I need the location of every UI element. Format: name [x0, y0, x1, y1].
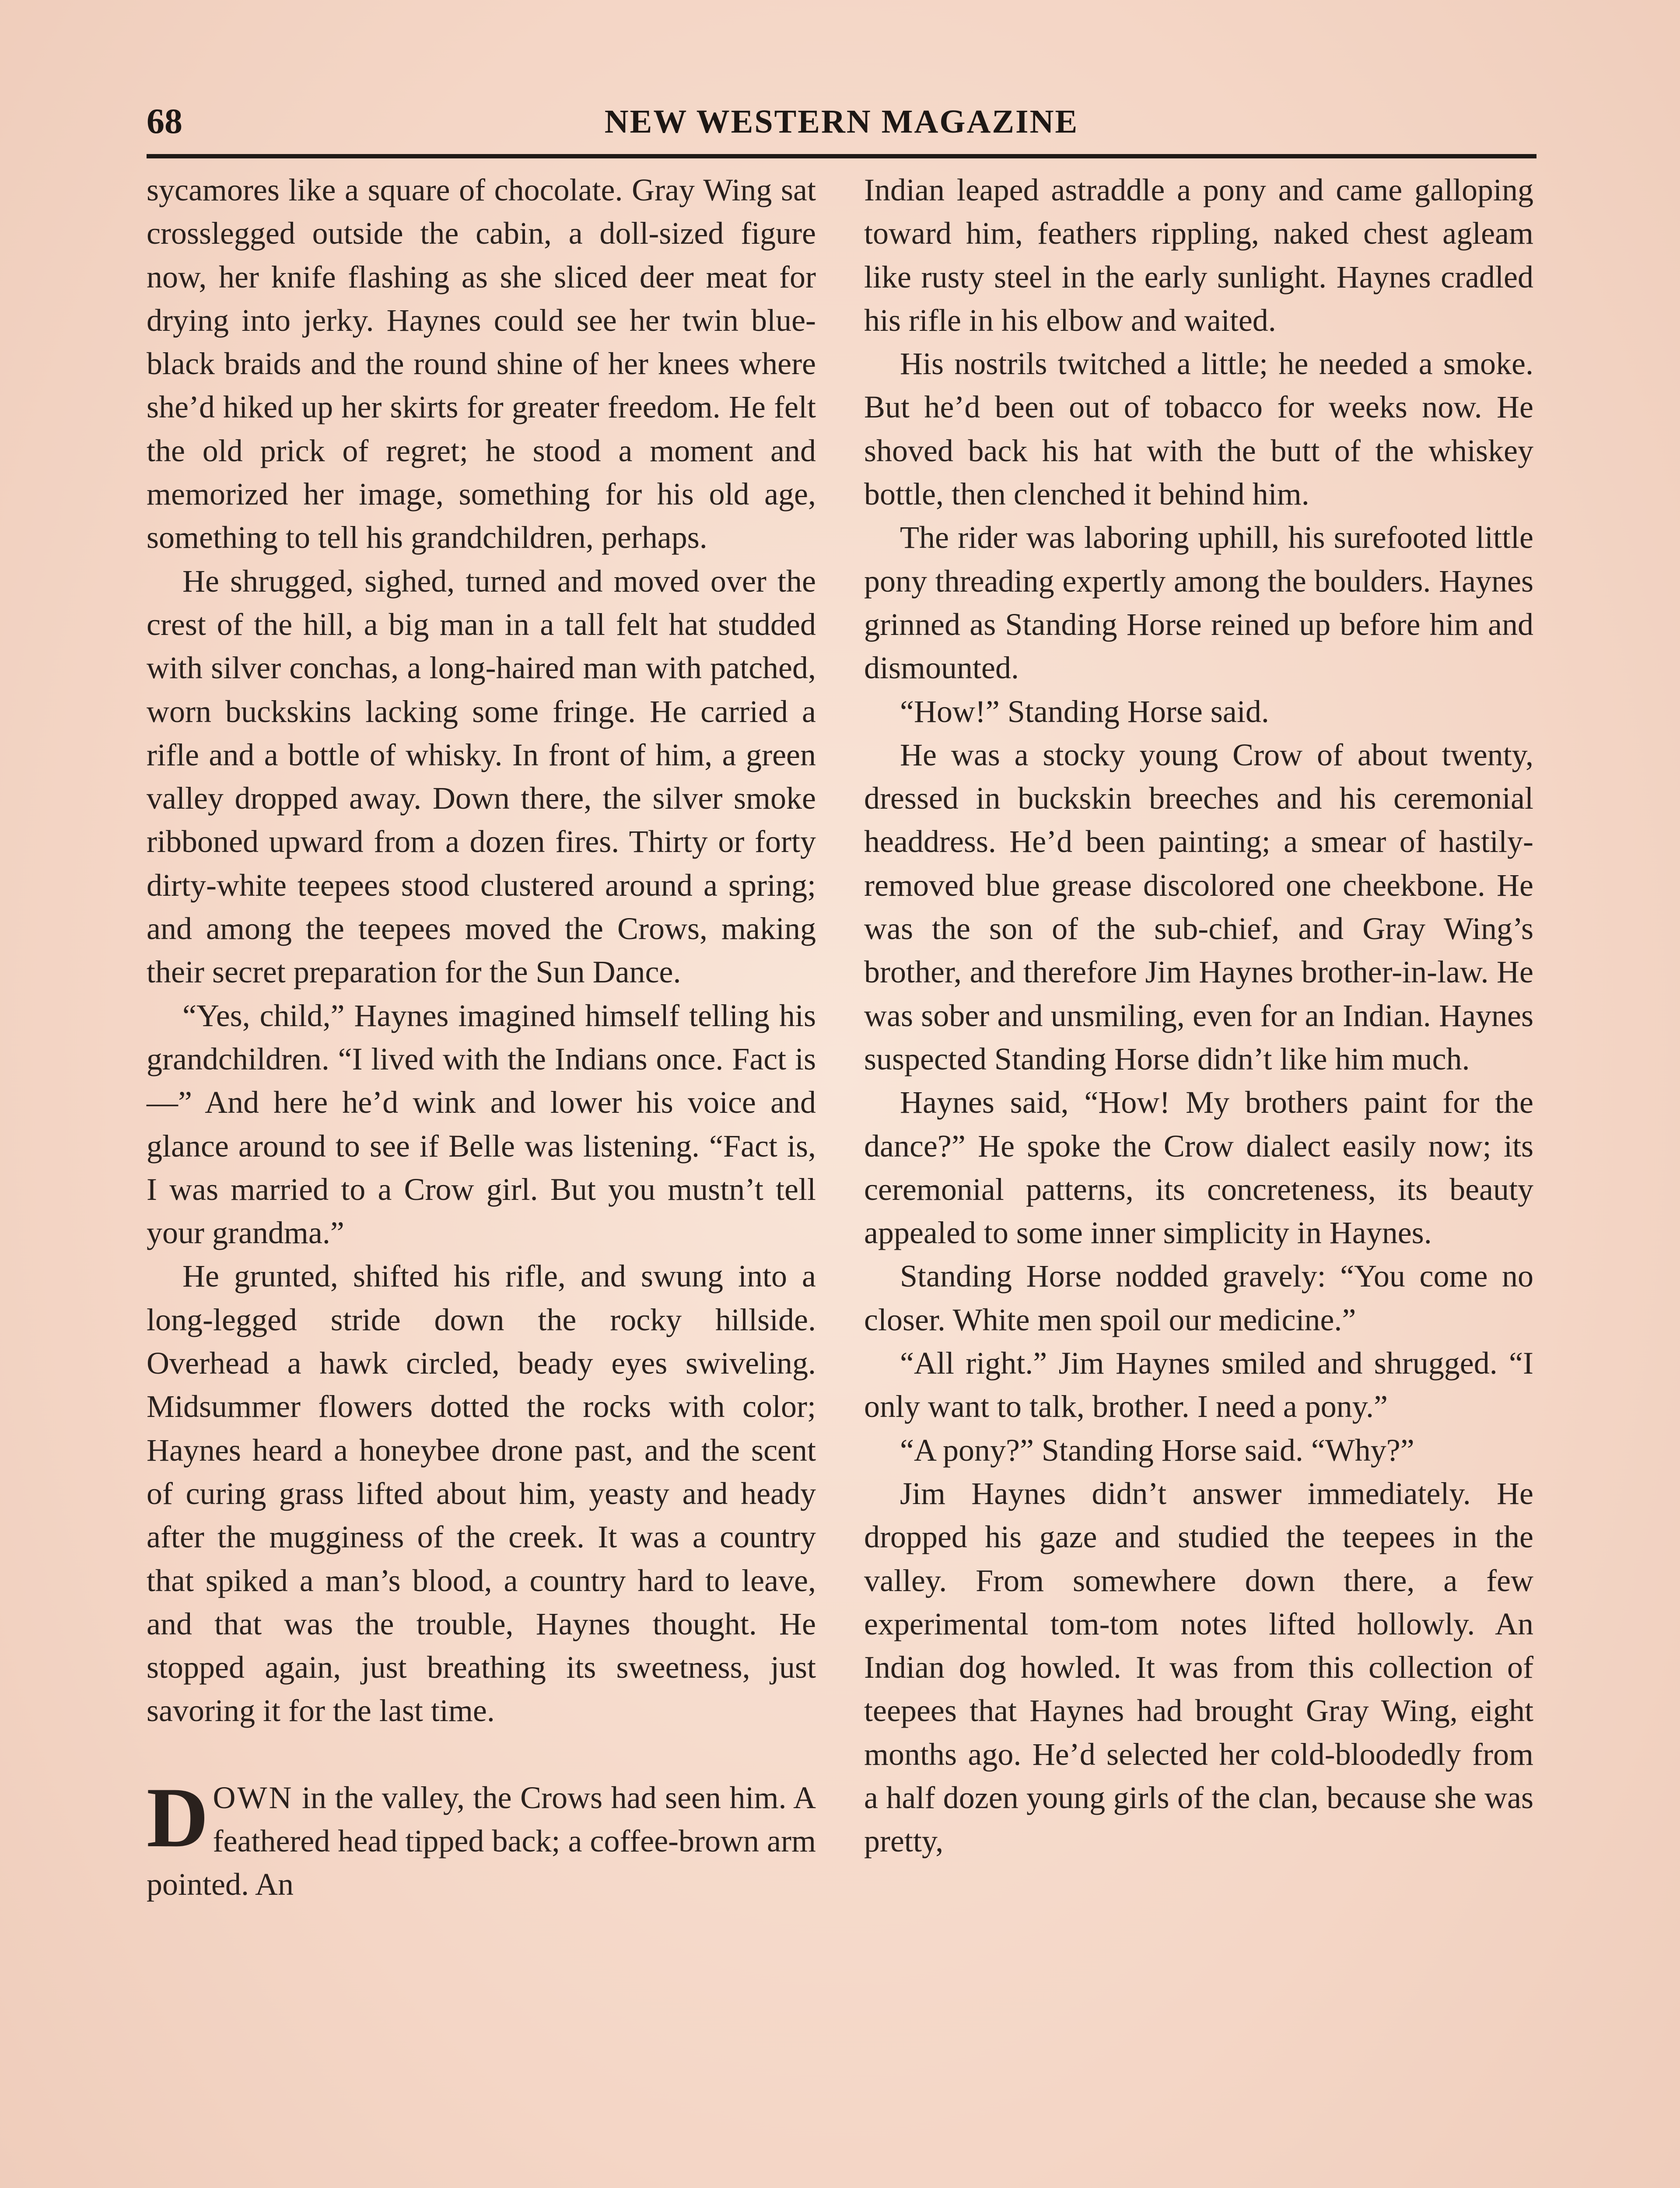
- paragraph: He shrugged, sighed, turned and moved over the crest of the hill, a big man in a tall felt hat studded with silver conchas, a long-haired man with patched, worn buckskins lacking some fringe. He carried a rifle and a bottle of whisky. In front of him, a green valley dropped away. Down there, the silver smoke ribboned upward from a dozen fires. Thirty or forty dirty-white teepees stood clustered around a spring; and among the teepees moved the Crows, making their secret preparation for the Sun Dance.: [147, 563, 816, 990]
- paragraph: He was a stocky young Crow of about twenty, dressed in buckskin breeches and his ceremonial headdress. He’d been painting; a smear of hastily-removed blue grease discolored one cheekbone. He was the son of the sub-chief, and Gray Wing’s brother, and therefore Jim Haynes brother-in-law. He was sober and unsmiling, even for an Indian. Haynes suspected Standing Horse didn’t like him much.: [864, 737, 1533, 1076]
- paragraph: He grunted, shifted his rifle, and swung into a long-legged stride down the rocky hillside. Overhead a hawk circled, beady eyes swiveling. Midsummer flowers dotted the rocks with color; Haynes heard a honeybee drone past, and the scent of curing grass lifted about him, yeasty and heady after the mugginess of the creek. It was a country that spiked a man’s blood, a country hard to leave, and that was the trouble, Haynes thought. He stopped again, just breathing its sweetness, just savoring it for the last time.: [147, 1259, 816, 1729]
- paragraph: Haynes said, “How! My brothers paint for the dance?” He spoke the Crow dialect easily now; its ceremonial patterns, its concreteness, its beauty appealed to some inner simplicity in Haynes.: [864, 1085, 1533, 1251]
- section-caps: OWN: [213, 1780, 294, 1815]
- paragraph: His nostrils twitched a little; he needed a smoke. But he’d been out of tobacco for weeks now. He shoved back his hat with the butt of the whiskey bottle, then clenched it behind him.: [864, 346, 1533, 512]
- header-rule: [147, 154, 1536, 158]
- paragraph: Jim Haynes didn’t answer immediately. He dropped his gaze and studied the teepees in the valley. From somewhere down there, a few experimental tom-tom notes lifted hollowly. An Indian dog howled. It was from this collection of teepees that Haynes had brought Gray Wing, eight months ago. He’d selected her cold-bloodedly from a half dozen young girls of the clan, because she was pretty,: [864, 1476, 1533, 1859]
- page-number: 68: [147, 101, 182, 141]
- paragraph: “Yes, child,” Haynes imagined himself telling his grandchildren. “I lived with the Indians once. Fact is—” And here he’d wink and lower his voice and glance around to see if Belle was listening. “Fact is, I was married to a Crow girl. But you mustn’t tell your grandma.”: [147, 998, 816, 1251]
- running-header: [147, 101, 1536, 144]
- right-column: [864, 168, 1533, 1863]
- left-column: [147, 168, 816, 1907]
- magazine-title: NEW WESTERN MAGAZINE: [604, 103, 1079, 140]
- paragraph: sycamores like a square of chocolate. Gray Wing sat crosslegged outside the cabin, a doll-sized figure now, her knife flashing as she sliced deer meat for drying into jerky. Haynes could see her twin blue-black braids and the round shine of her knees where she’d hiked up her skirts for greater freedom. He felt the old prick of regret; he stood a moment and memorized her image, something for his old age, something to tell his grandchildren, perhaps.: [147, 172, 816, 555]
- paragraph: “All right.” Jim Haynes smiled and shrugged. “I only want to talk, brother. I need a pony.”: [864, 1346, 1533, 1424]
- paragraph: Standing Horse nodded gravely: “You come no closer. White men spoil our medicine.”: [864, 1259, 1533, 1337]
- drop-cap: D: [147, 1770, 209, 1865]
- section-opening-paragraph: [147, 1770, 816, 1907]
- paragraph: “How!” Standing Horse said.: [900, 694, 1269, 729]
- paragraph: “A pony?” Standing Horse said. “Why?”: [900, 1432, 1414, 1468]
- paragraph: Indian leaped astraddle a pony and came galloping toward him, feathers rippling, naked chest agleam like rusty steel in the early sunlight. Haynes cradled his rifle in his elbow and waited.: [864, 172, 1533, 338]
- paragraph: The rider was laboring uphill, his surefooted little pony threading expertly among the boulders. Haynes grinned as Standing Horse reined up before him and dismounted.: [864, 520, 1533, 686]
- paragraph-text: in the valley, the Crows had seen him. A feathered head tipped back; a coffee-brown arm pointed. An: [147, 1780, 816, 1902]
